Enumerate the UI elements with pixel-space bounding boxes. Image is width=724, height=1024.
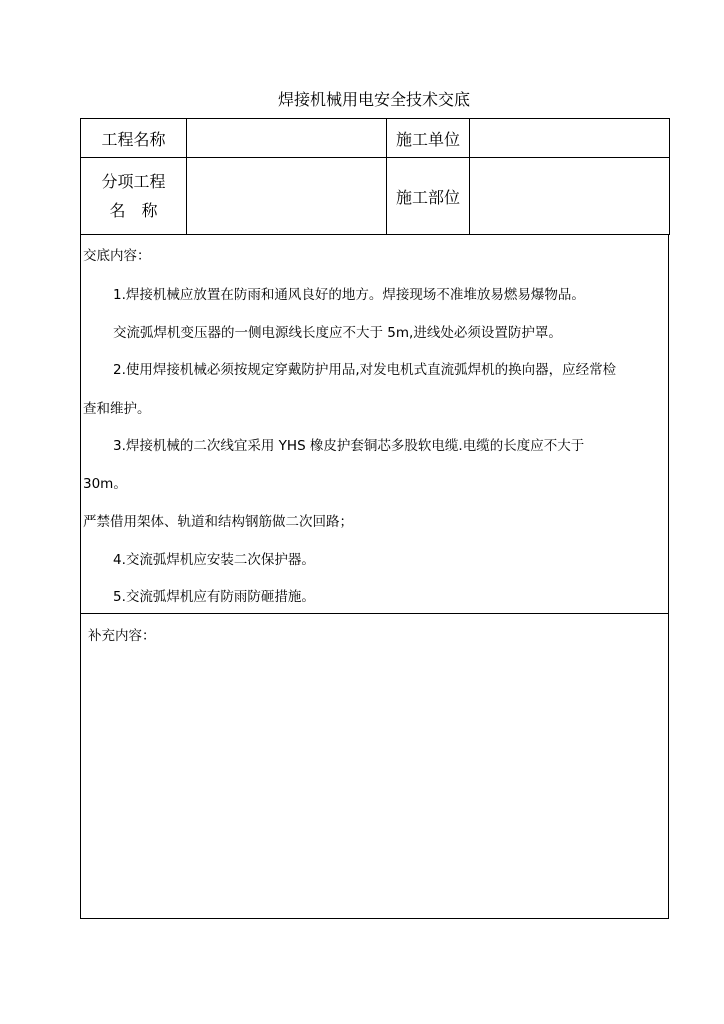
project-name-value[interactable] — [187, 119, 387, 158]
document-title: 焊接机械用电安全技术交底 — [277, 90, 470, 109]
content-line: 30m。 — [83, 476, 127, 492]
handover-content-section — [80, 234, 669, 614]
content-line: 3.焊接机械的二次线宜采用 YHS 橡皮护套铜芯多股软电缆.电缆的长度应不大于 — [113, 438, 585, 454]
content-line: 2.使用焊接机械必须按规定穿戴防护用品,对发电机式直流弧焊机的换向器，应经常检 — [113, 362, 617, 378]
content-line: 5.交流弧焊机应有防雨防砸措施。 — [113, 589, 315, 605]
supplement-label: 补充内容： — [88, 628, 156, 644]
header-row-subproject — [81, 158, 670, 235]
construction-unit-value[interactable] — [470, 119, 670, 158]
sub-project-label — [81, 158, 187, 235]
sub-project-label-line1: 分项工程 — [101, 172, 166, 191]
content-line: 查和维护。 — [83, 401, 151, 417]
content-line: 严禁借用架体、轨道和结构钢筋做二次回路； — [83, 514, 353, 530]
supplement-section[interactable] — [80, 613, 669, 919]
content-line: 4.交流弧焊机应安装二次保护器。 — [113, 552, 315, 568]
content-line: 1.焊接机械应放置在防雨和通风良好的地方。焊接现场不准堆放易燃易爆物品。 — [113, 287, 585, 303]
construction-part-value[interactable] — [470, 158, 670, 235]
sub-project-value[interactable] — [187, 158, 387, 235]
content-line: 交流弧焊机变压器的一侧电源线长度应不大于 5m,进线处必须设置防护罩。 — [113, 325, 562, 341]
construction-unit-label: 施工单位 — [387, 119, 470, 158]
construction-part-label: 施工部位 — [387, 158, 470, 235]
header-row-project — [81, 119, 670, 158]
project-name-label: 工程名称 — [81, 119, 187, 158]
header-table — [80, 118, 670, 235]
content-label: 交底内容： — [83, 248, 151, 264]
sub-project-label-line2: 名 称 — [109, 201, 158, 220]
